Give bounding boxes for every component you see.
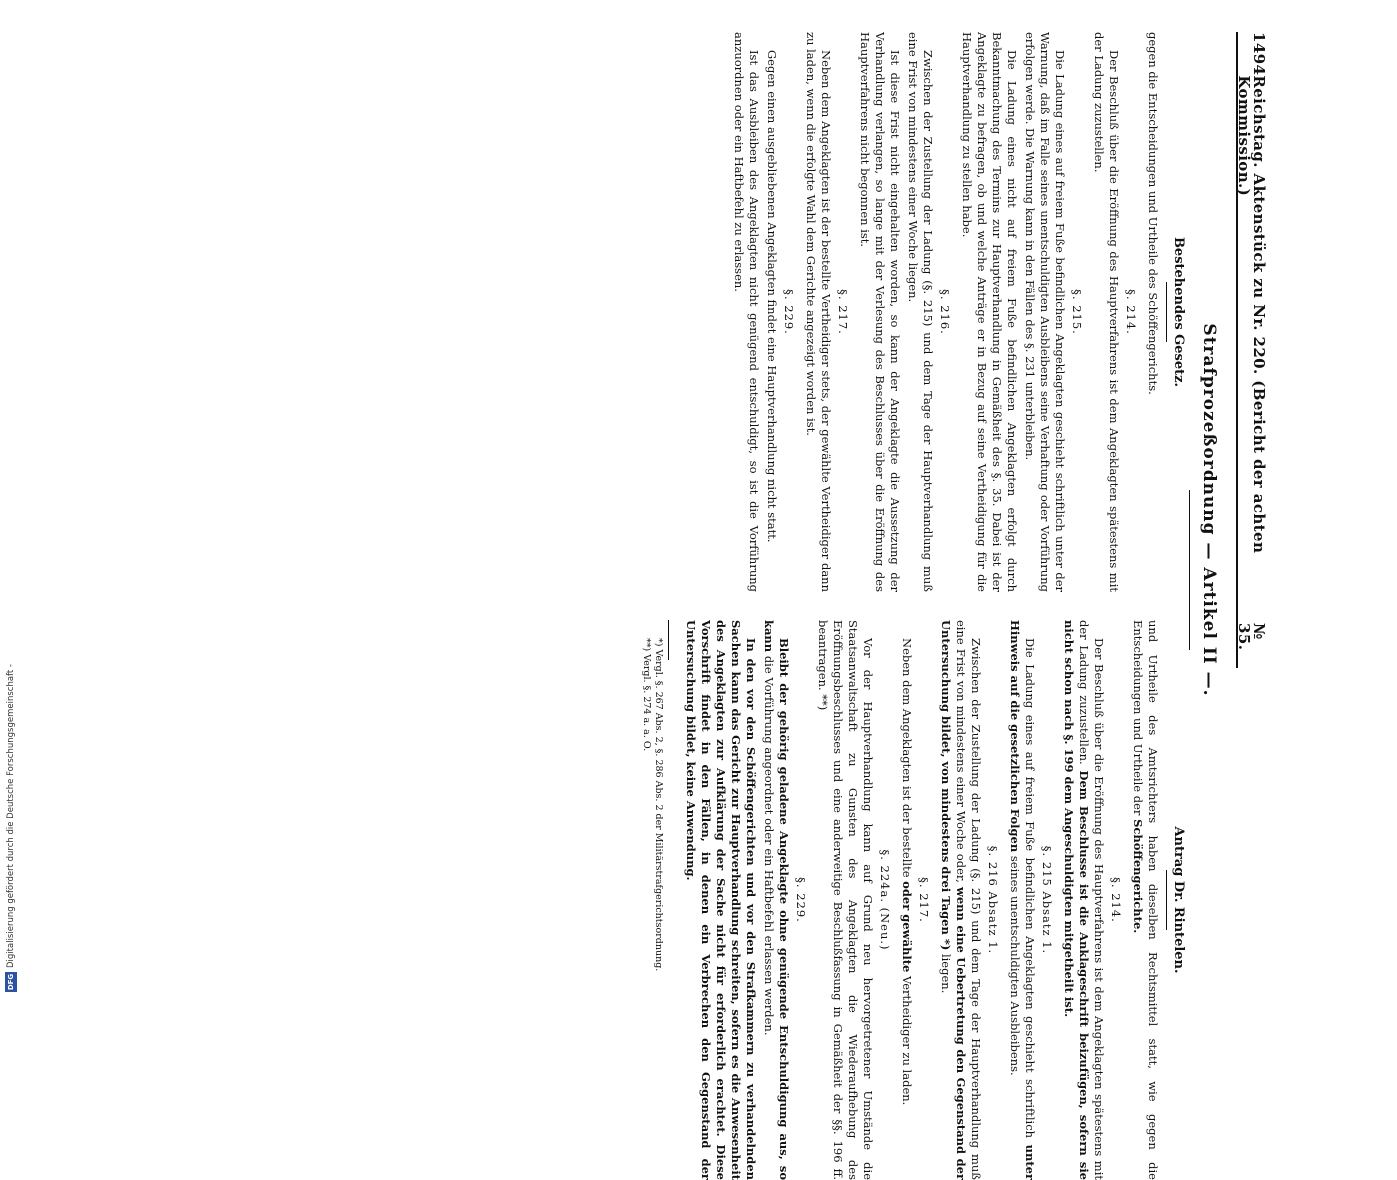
- paragraph-text: Bleibt der gehörig geladene Angeklagte ohne genügende Entschuldigung aus, so kann: [762, 620, 791, 1180]
- section-number: §. 224a. (Neu.): [878, 849, 892, 951]
- dfg-logo: DFG: [7, 973, 15, 991]
- amended-text: Schöffengerichte.: [1131, 819, 1145, 934]
- amended-text: wenn eine Uebertretung den Gegenstand der Untersuchung bildet, von mindestens drei Tagen *): [939, 620, 968, 1180]
- paragraph: [899, 620, 914, 1180]
- rotated-document-page: [38, 20, 1268, 1180]
- paragraph-text: Der Beschluß über die Eröffnung des Hauptverfahrens ist dem Angeklagten spätestens mit der Ladung zuzustellen.: [1077, 620, 1106, 1180]
- paragraph: [1007, 620, 1037, 1180]
- paragraph-text: In den vor den Schöffengerichten und vor den Strafkammern zu verhandelnden Sachen kann das Gericht zur Hauptverhandlung schreiten, sofern es die Anwesenheit des Angeklagten zur Aufklärung der Sache nicht für erforderlich erachtet. Diese Vorschrift findet in den Fällen, in denen ein Verbrechen den Gegenstand der Untersuchung bildet, keine Anwendung.: [684, 620, 758, 1180]
- paragraph: [803, 32, 833, 592]
- paragraph-text: Ist das Ausbleiben des Angeklagten nicht genügend entschuldigt, so ist die Vorführung anzuordnen oder ein Haftbefehl zu erlassen.: [732, 32, 761, 592]
- page-header: [1235, 32, 1268, 668]
- footnote: *) Vergl. §. 267 Abs. 2, §. 286 Abs. 2 der Militärstrafgerichtsordnung.: [653, 638, 664, 972]
- paragraph-text: Zwischen der Zustellung der Ladung (§. 215) und dem Tage der Hauptverhandlung muß eine Frist von mindestens einer Woche liegen.: [906, 32, 935, 592]
- left-column-existing-law: [78, 32, 1186, 592]
- paragraph: [815, 620, 875, 1180]
- right-column-heading-row: [1171, 620, 1186, 1180]
- issue-number: № 35.: [1235, 623, 1268, 651]
- paragraph: [731, 32, 761, 592]
- header-rule: [1236, 32, 1238, 668]
- paragraph-text: Die Ladung eines nicht auf freiem Fuße befindlichen Angeklagten erfolgt durch Bekanntmachung des Termins zur Hauptverhandlung in Gemäßheit des §. 35. Dabei ist der Angeklagte zu befragen, ob und welche Anträge er in Bezug auf seine Vertheidigung für die Hauptverhandlung zu stellen habe.: [960, 32, 1019, 592]
- running-title: Reichstag. Aktenstück zu Nr. 220. (Bericht der achten Kommission.): [1235, 75, 1268, 554]
- paragraph-tail: die Vorführung angeordnet oder ein Haftbefehl erlassen werden.: [762, 655, 776, 1036]
- paragraph-text: gegen die Entscheidungen und Urtheile des Schöffengerichts.: [1146, 32, 1160, 395]
- left-heading-rule: [1166, 282, 1167, 342]
- left-column-heading: Bestehendes Gesetz.: [1171, 236, 1186, 388]
- paragraph-text: Gegen einen ausgebliebenen Angeklagten findet eine Hauptverhandlung nicht statt.: [765, 50, 779, 543]
- paragraph-text: Zwischen der Zustellung der Ladung (§. 215) und dem Tage der Hauptverhandlung muß eine Frist von mindestens einer Woche oder,: [954, 620, 983, 1180]
- paragraph: [905, 32, 935, 592]
- paragraph: [764, 32, 779, 592]
- paragraph: [1061, 620, 1106, 1180]
- section-number: §. 229.: [794, 877, 808, 923]
- section-number: §. 217.: [917, 877, 931, 923]
- section-number: §. 216 Absatz 1.: [986, 845, 1000, 955]
- amended-text: unter Hinweis auf die gesetzlichen Folgen: [1008, 620, 1037, 1180]
- right-column-amendment: [78, 620, 1186, 1180]
- paragraph-tail: liegen.: [939, 953, 953, 994]
- paragraph-tail: Vertheidiger zu laden.: [900, 976, 914, 1106]
- paragraph: [683, 620, 758, 1180]
- section-number: §. 215.: [1070, 289, 1084, 335]
- footnote: **) Vergl. §. 274 a. a. O.: [641, 638, 652, 752]
- paragraph: [1145, 32, 1160, 592]
- paragraph-text: Ist diese Frist nicht eingehalten worden, so kann der Angeklagte die Aussetzung der Verhandlung verlangen, so lange mit der Verlesung des Beschlusses über die Eröffnung des Hauptverfahrens nicht begonnen ist.: [858, 32, 902, 592]
- footnote-rule: [668, 620, 669, 660]
- paragraph-text: Die Ladung eines auf freiem Fuße befindlichen Angeklagten geschieht schriftlich unter der Warnung, daß im Falle seines unentschuldigten Ausbleibens seine Verhaftung oder Vorführung erfolgen werde. Die Warnung kann in den Fällen des §. 231 unterbleiben.: [1023, 32, 1067, 592]
- right-column-body: [683, 620, 1160, 1180]
- paragraph: [938, 620, 983, 1180]
- section-number: §. 216.: [938, 289, 952, 335]
- paragraph: [1130, 620, 1160, 1180]
- digitization-credit: [4, 612, 18, 992]
- paragraph: [857, 32, 902, 592]
- right-heading-rule: [1166, 870, 1167, 930]
- credit-text: Digitalisierung gefördert durch die Deutsche Forschungsgemeinschaft -: [6, 664, 16, 968]
- title-rule: [1189, 490, 1190, 650]
- amended-text: Dem Beschlusse ist die Anklageschrift beizufügen, sofern sie nicht schon nach §. 199 dem Angeschuldigten mitgetheilt ist.: [1062, 620, 1091, 1180]
- section-number: §. 214.: [1124, 289, 1138, 335]
- paragraph-text: Vor der Hauptverhandlung kann auf Grund neu hervorgetretener Umstände die Staatsanwaltschaft zu Gunsten des Angeklagten die Wiederaufhebung des Eröffnungsbeschlusses und eine anderweitige Beschlußfassung in Gemäßheit der §§. 196 ff. beantragen. **): [816, 620, 875, 1180]
- paragraph-tail: seines unentschuldigten Ausbleibens.: [1008, 855, 1022, 1076]
- page-number: 1494: [1250, 32, 1268, 76]
- section-number: §. 215 Absatz 1.: [1040, 845, 1054, 955]
- footnotes: [640, 620, 664, 1180]
- right-column-heading: Antrag Dr. Rintelen.: [1171, 826, 1186, 974]
- paragraph-text: Neben dem Angeklagten ist der bestellte: [900, 638, 914, 878]
- document-title: Strafprozeßordnung — Artikel II —.: [1199, 323, 1219, 697]
- left-column-heading-row: [1171, 32, 1186, 592]
- section-number: §. 229.: [782, 289, 796, 335]
- section-number: §. 217.: [836, 289, 850, 335]
- paragraph: [1091, 32, 1121, 592]
- paragraph-text: Der Beschluß über die Eröffnung des Hauptverfahrens ist dem Angeklagten spätestens mit der Ladung zuzustellen.: [1092, 32, 1121, 592]
- paragraph: [959, 32, 1019, 592]
- paragraph-text: und Urtheile des Amtsrichters haben dieselben Rechtsmittel statt, wie gegen die Entscheidungen und Urtheile der: [1131, 620, 1160, 1180]
- paragraph: [761, 620, 791, 1180]
- paragraph-text: Die Ladung eines auf freiem Fuße befindlichen Angeklagten geschieht schriftlich: [1023, 638, 1037, 1139]
- paragraph: [1022, 32, 1067, 592]
- left-column-body: [731, 32, 1160, 592]
- amended-text: oder gewählte: [900, 881, 914, 973]
- section-number: §. 214.: [1109, 877, 1123, 923]
- paragraph-text: Neben dem Angeklagten ist der bestellte Vertheidiger stets, der gewählte Vertheidiger dann zu laden, wenn die erfolgte Wahl dem Gerichte angezeigt worden ist.: [804, 32, 833, 592]
